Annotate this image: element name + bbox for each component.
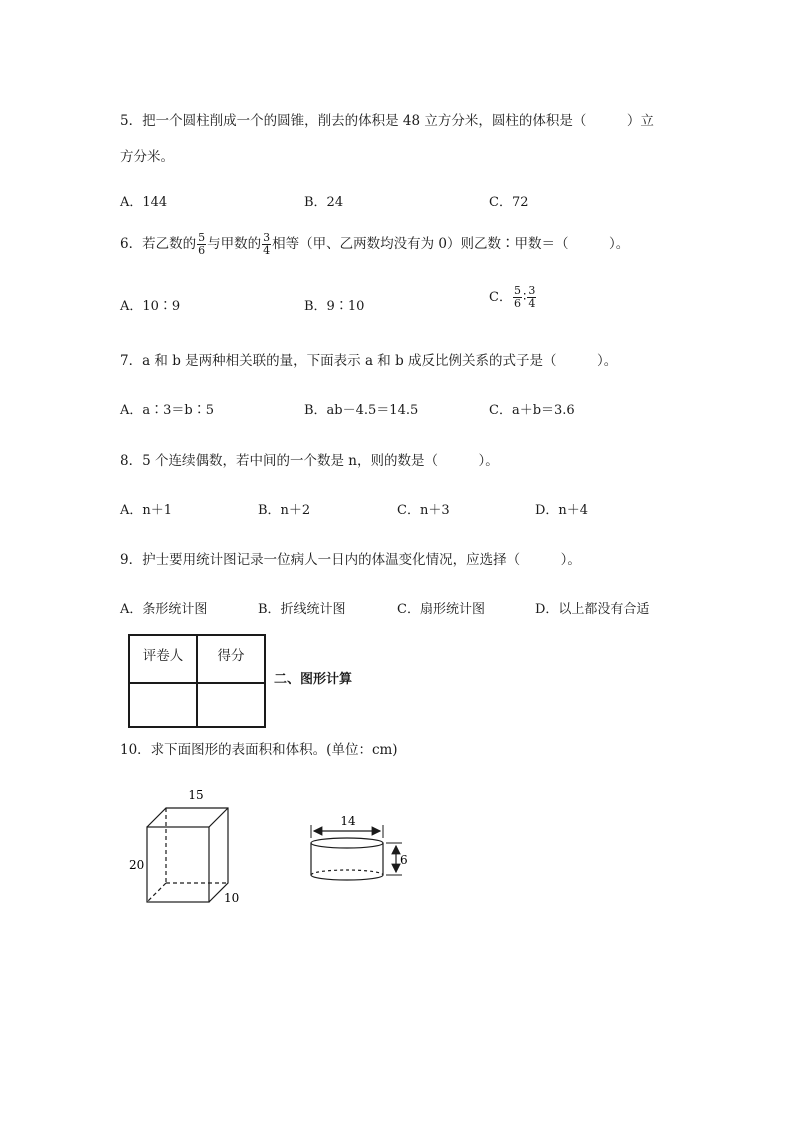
- q6-suffix: 相等（甲、乙两数均没有为 0）则乙数∶甲数＝（ ）。: [272, 236, 630, 252]
- q6-option-c-fraction-2: $\frac{3}{4}$: [528, 284, 536, 310]
- q8-option-c: C．n＋3: [397, 503, 450, 518]
- q9-option-b: B．折线统计图: [258, 602, 346, 617]
- q8-option-a: A．n＋1: [120, 503, 173, 518]
- q7-option-b: B．ab－4.5＝14.5: [304, 403, 419, 418]
- q8-option-d: D．n＋4: [535, 503, 589, 518]
- section-title: 二、图形计算: [274, 672, 353, 687]
- q9-option-c: C．扇形统计图: [397, 602, 485, 617]
- cuboid-front-face: [147, 827, 209, 902]
- question-5-line-1: 5．把一个圆柱削成一个的圆锥，削去的体积是 48 立方分米，圆柱的体积是（ ）立: [120, 113, 654, 129]
- cylinder-height-label: 6: [400, 853, 408, 867]
- q9-option-a: A．条形统计图: [120, 602, 208, 617]
- q5-option-b: B．24: [304, 195, 344, 210]
- q9-option-d: D．以上都没有合适: [535, 602, 650, 617]
- score-header: 得分: [197, 635, 265, 683]
- cuboid-top-right-edge: [209, 808, 228, 827]
- q6-option-a: A．10∶9: [120, 299, 181, 314]
- question-5-line-2: 方分米。: [120, 149, 174, 165]
- cuboid-back-edges: [147, 808, 228, 902]
- cuboid-figure: [120, 780, 260, 910]
- cylinder-bottom-front: [311, 875, 383, 880]
- grader-cell: [129, 683, 197, 727]
- cylinder-top-ellipse: [311, 838, 383, 848]
- grader-header: 评卷人: [129, 635, 197, 683]
- q6-option-b: B．9∶10: [304, 299, 365, 314]
- question-9: 9．护士要用统计图记录一位病人一日内的体温变化情况，应选择（ ）。: [120, 552, 581, 568]
- score-cell: [197, 683, 265, 727]
- q5-option-c: C．72: [489, 195, 529, 210]
- q6-prefix: 6．若乙数的: [120, 236, 197, 252]
- question-7: 7．a 和 b 是两种相关联的量，下面表示 a 和 b 成反比例关系的式子是（ ）。: [120, 353, 618, 369]
- cylinder-figure: [300, 808, 420, 888]
- q7-option-c: C．a＋b＝3.6: [489, 403, 575, 418]
- cuboid-height-label: 20: [129, 858, 145, 872]
- q6-option-c-fraction-1: $\frac{5}{6}$: [513, 284, 521, 310]
- question-10: 10．求下面图形的表面积和体积。(单位：cm): [120, 742, 398, 758]
- cylinder-diameter-label: 14: [340, 814, 356, 828]
- q6-mid: 与甲数的: [207, 236, 262, 252]
- score-table: [128, 634, 266, 728]
- q8-option-b: B．n＋2: [258, 503, 311, 518]
- cuboid-length-label: 15: [188, 788, 204, 802]
- question-8: 8．5 个连续偶数，若中间的一个数是 n，则的数是（ ）。: [120, 453, 499, 469]
- cylinder-bottom-back: [311, 870, 383, 875]
- cuboid-hidden-edges: [147, 808, 228, 902]
- q6-fraction-1: $\frac{5}{6}$: [198, 231, 206, 257]
- question-6: [120, 232, 629, 257]
- cuboid-width-label: 10: [224, 891, 240, 905]
- q7-option-a: A．a∶3＝b∶5: [120, 403, 215, 418]
- q5-option-a: A．144: [120, 195, 168, 210]
- q6-option-c: C． $\frac{5}{6}$ ∶ $\frac{3}{4}$: [489, 284, 536, 310]
- q6-fraction-2: $\frac{3}{4}$: [263, 231, 271, 257]
